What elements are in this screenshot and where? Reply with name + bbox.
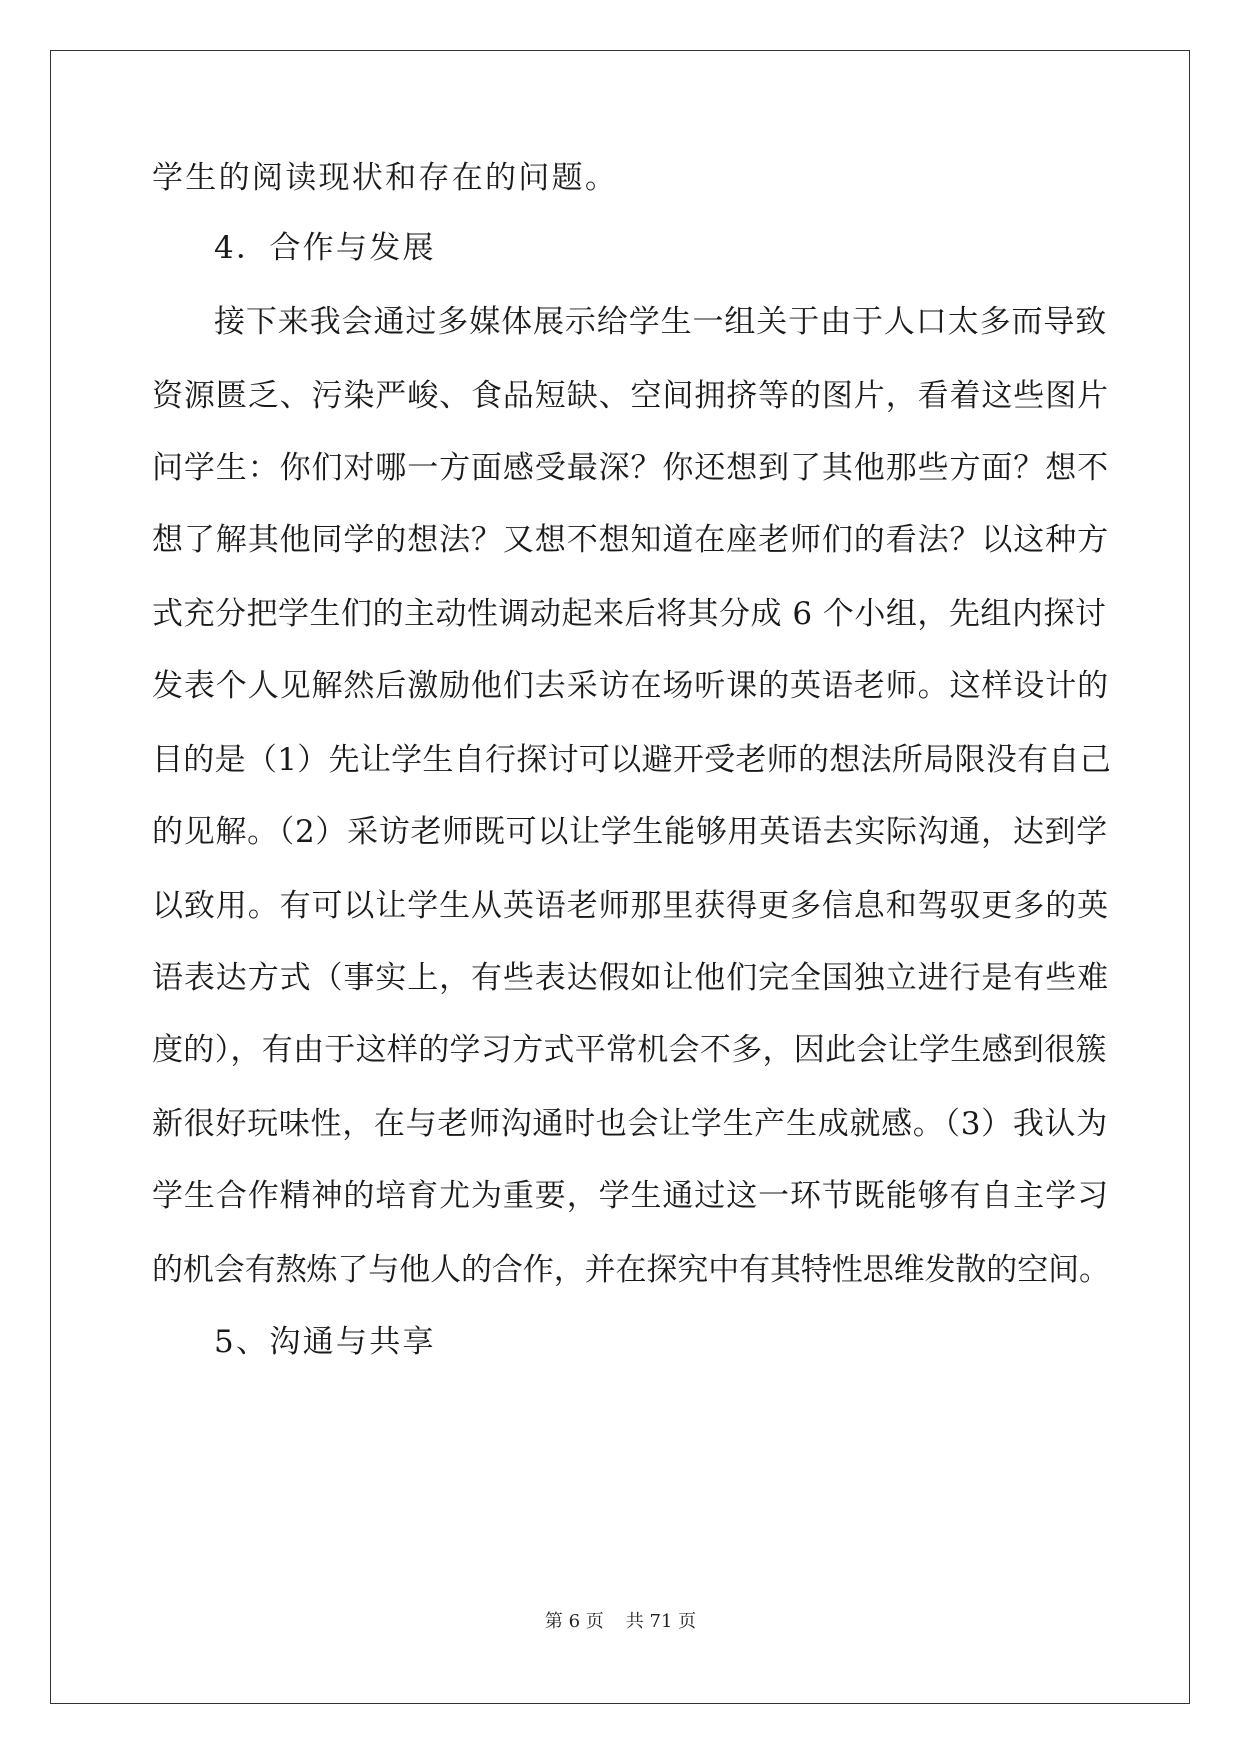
page-footer (0, 1610, 1241, 1634)
text-line: 学生的阅读现状和存在的问题。 (152, 160, 619, 196)
text-line: 问学生：你们对哪一方面感受最深？你还想到了其他那些方面？想不 (152, 450, 1109, 486)
text-line: 发表个人见解然后激励他们去采访在场听课的英语老师。这样设计的 (152, 668, 1109, 704)
text-line: 的见解。（2）采访老师既可以让学生能够用英语去实际沟通，达到学 (152, 814, 1108, 850)
text-line: 目的是（1）先让学生自行探讨可以避开受老师的想法所局限没有自己 (152, 742, 1112, 778)
text-line: 资源匮乏、污染严峻、食品短缺、空间拥挤等的图片，看着这些图片 (152, 378, 1109, 414)
text-line: 学生合作精神的培育尤为重要，学生通过这一环节既能够有自主学习 (152, 1178, 1109, 1214)
text-line: 式充分把学生们的主动性调动起来后将其分成 6 个小组，先组内探讨 (152, 596, 1107, 632)
text-line: 接下来我会通过多媒体展示给学生一组关于由于人口太多而导致 (214, 304, 1108, 340)
text-line: 度的），有由于这样的学习方式平常机会不多，因此会让学生感到很簇 (152, 1032, 1107, 1068)
text-line: 语表达方式（事实上，有些表达假如让他们完全国独立进行是有些难 (152, 960, 1109, 996)
section-heading: 4．合作与发展 (214, 230, 436, 266)
text-line: 想了解其他同学的想法？又想不想知道在座老师们的看法？以这种方 (152, 522, 1109, 558)
text-line: 以致用。有可以让学生从英语老师那里获得更多信息和驾驭更多的英 (152, 888, 1109, 924)
page-number: 第 6 页 (544, 1611, 604, 1632)
section-heading: 5、沟通与共享 (214, 1324, 436, 1360)
text-line: 新很好玩味性，在与老师沟通时也会让学生产生成就感。（3）我认为 (152, 1106, 1108, 1142)
page-border (50, 50, 1190, 1704)
page-total: 共 71 页 (625, 1611, 697, 1632)
text-line: 的机会有熬炼了与他人的合作，并在探究中有其特性思维发散的空间。 (152, 1252, 1110, 1288)
